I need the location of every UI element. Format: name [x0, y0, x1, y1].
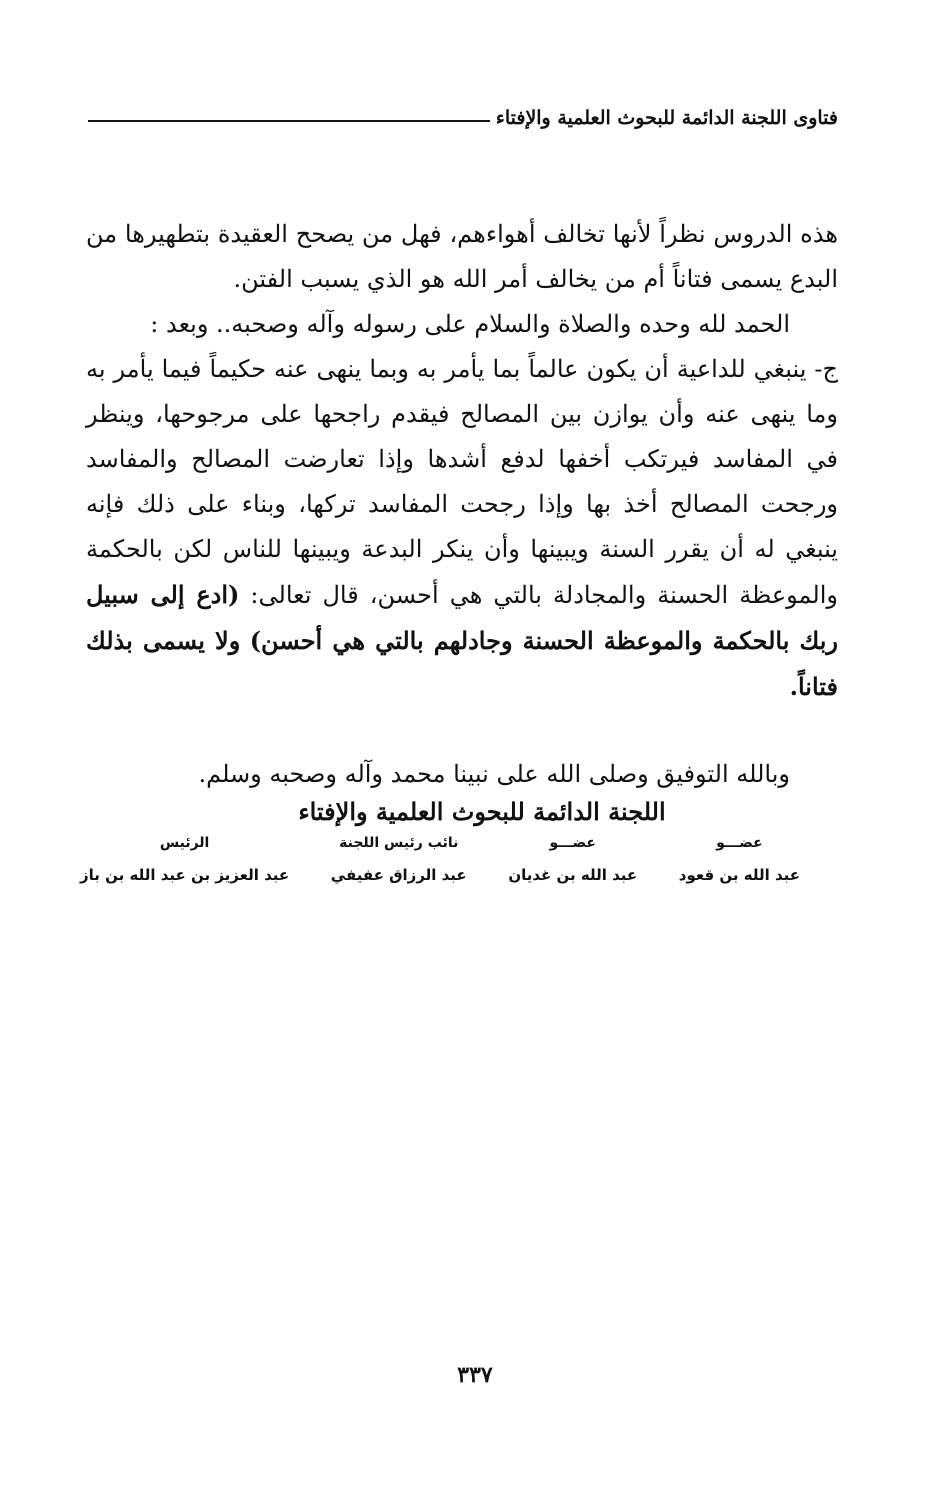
- signatory: [679, 832, 800, 886]
- signatory: [80, 832, 289, 886]
- closing-line: وبالله التوفيق وصلى الله على نبينا محمد وآله وصحبه وسلم.: [198, 760, 790, 788]
- header-title: فتاوى اللجنة الدائمة للبحوث العلمية والإفتاء: [495, 107, 838, 129]
- signatory-name: عبد الرزاق عفيفي: [330, 866, 467, 884]
- committee-name: اللجنة الدائمة للبحوث العلمية والإفتاء: [298, 797, 666, 826]
- signatory-role: عضـــو: [716, 835, 763, 851]
- signatory: [331, 832, 467, 886]
- running-header: [88, 98, 838, 138]
- paragraph-answer: [86, 347, 838, 710]
- signatory-role: نائب رئيس اللجنة: [339, 835, 459, 851]
- answer-text: ج- ينبغي للداعية أن يكون عالماً بما يأمر به وبما ينهى عنه حكيماً فيما يأمر به وما ينهى عنه وأن يوازن بين المصالح فيقدم راجحها على مرجوحها، وينظر في المفاسد فيرتكب أخفها لدفع أشدها وإذا تعارضت المصالح والمفاسد ورجحت المصالح أخذ بها وإذا رجحت المفاسد تركها، وبناء على ذلك فإنه ينبغي له أن يقرر السنة ويبينها وأن ينكر البدعة ويبينها للناس لكن بالحكمة والموعظة الحسنة والمجادلة بالتي هي أحسن، قال تعالى:: [86, 355, 839, 609]
- quran-quote: (ادع إلى سبيل ربك بالحكمة والموعظة الحسنة وجادلهم بالتي هي أحسن): [86, 580, 838, 655]
- signatory-name: عبد الله بن قعود: [678, 866, 800, 884]
- signatory-role: الرئيس: [159, 835, 210, 851]
- paragraph-question-end: هذه الدروس نظراً لأنها تخالف أهواءهم، فهل من يصحح العقيدة بتطهيرها من البدع يسمى فتاناً أم من يخالف أمر الله هو الذي يسبب الفتن.: [86, 220, 839, 293]
- header-rule: [88, 120, 490, 122]
- body-text: [86, 212, 838, 710]
- signatory-name: عبد الله بن غديان: [508, 866, 638, 884]
- answer-conclusion: ولا يسمى بذلك فتاناً.: [86, 626, 838, 701]
- signatory-role: عضـــو: [549, 835, 596, 851]
- page-number: ٣٣٧: [457, 1362, 493, 1388]
- paragraph-opening-praise: الحمد لله وحده والصلاة والسلام على رسوله وآله وصحبه.. وبعد :: [150, 310, 790, 338]
- signatory: [508, 832, 637, 886]
- signatures-block: [80, 832, 800, 886]
- signatory-name: عبد العزيز بن عبد الله بن باز: [80, 866, 290, 884]
